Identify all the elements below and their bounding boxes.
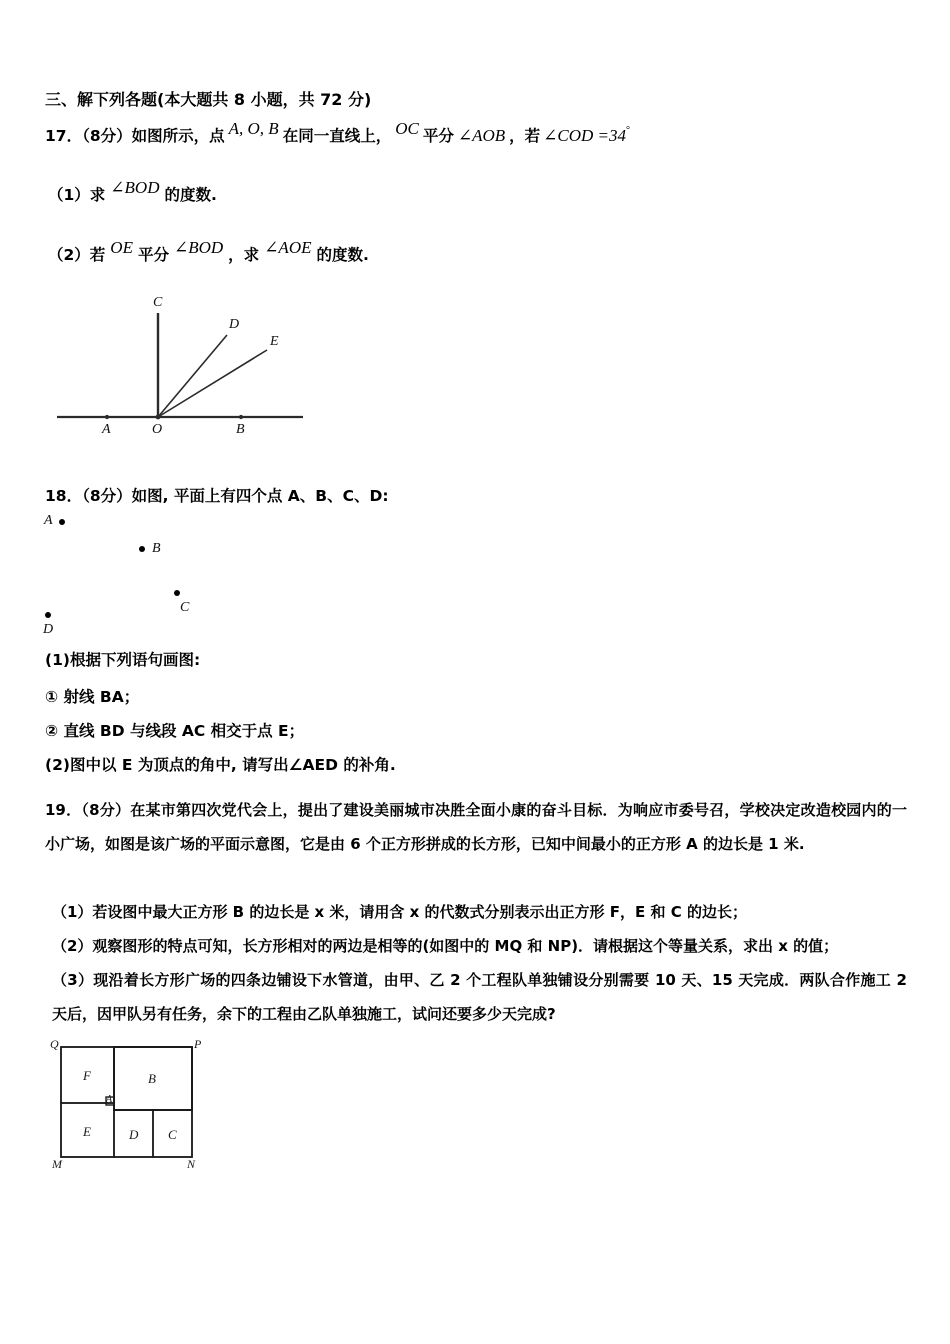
q18-points-figure (40, 505, 280, 635)
q17-sub1-prefix: （1）求 (48, 186, 106, 204)
square-label-e: E (83, 1124, 91, 1139)
q17-sub1-suffix: 的度数. (164, 186, 217, 204)
q17-math-angle-cod: ∠COD =34 (543, 126, 627, 145)
q19-body-text: 在某市第四次党代会上，提出了建设美丽城市决胜全面小康的奋斗目标．为响应市委号召，学校决定改造校园内的一小广场，如图是该广场的平面示意图，它是由 6 个正方形拼成的长方形，已知中间最小的正方形 A 的边长是 1 米. (45, 801, 908, 853)
corner-label-m: M (52, 1157, 62, 1171)
point-a-dot (105, 415, 109, 419)
q18-score: （8分） (82, 487, 132, 505)
q17-sub2-math-bod: ∠BOD (173, 238, 224, 257)
point-b-dot (239, 415, 243, 419)
point-dot-d (45, 612, 51, 618)
q19-sub-3: （3）现沿着长方形广场的四条边铺设下水管道，由甲、乙 2 个工程队单独铺设分别需要 10 天、15 天完成．两队合作施工 2 天后，因甲队另有任务，余下的工程由乙队单独施工，试问还要多少天完成? (52, 971, 907, 1023)
corner-label-n: N (187, 1157, 196, 1171)
point-dot-b (139, 546, 145, 552)
section-heading: 三、解下列各题(本大题共 8 小题，共 72 分) (45, 90, 372, 109)
q17-math-aob: A, O, B (228, 119, 279, 138)
square-label-a: A (106, 1094, 113, 1105)
ray-od (158, 335, 227, 417)
label-c: C (153, 295, 163, 310)
q17-angle-figure (45, 295, 345, 450)
q17-figure-svg (45, 295, 345, 450)
q18-item-2: ② 直线 BD 与线段 AC 相交于点 E； (45, 722, 305, 740)
q17-number: 17． (45, 127, 83, 145)
q17-sub2-mid-2: ，求 (228, 246, 260, 264)
question-19-body (45, 793, 907, 861)
q17-math-angle-aob: ∠AOB (457, 126, 506, 145)
corner-label-p: P (194, 1037, 202, 1051)
q17-stem-part-3: 平分 (422, 127, 454, 145)
q19-figure-svg (40, 1035, 255, 1175)
corner-label-q: Q (50, 1037, 59, 1051)
square-label-d: D (129, 1127, 139, 1142)
square-label-b: B (148, 1071, 156, 1086)
q17-sub2-suffix: 的度数. (316, 246, 369, 264)
label-d: D (229, 317, 240, 332)
q17-sub2-prefix: （2）若 (48, 246, 106, 264)
q17-sub1-math: ∠BOD (110, 178, 160, 197)
point-o-dot (156, 415, 161, 420)
label-b: B (236, 422, 245, 437)
q17-math-oc: OC (395, 119, 419, 138)
q18-number: 18． (45, 487, 83, 505)
q17-stem-part-4: ，若 (509, 127, 541, 145)
degree-symbol: ° (626, 125, 631, 136)
q18-sub-1: (1)根据下列语句画图: (45, 651, 201, 669)
square-label-f: F (83, 1068, 91, 1083)
q17-sub2-mid-1: 平分 (137, 246, 169, 264)
q17-sub2-math-aoe: ∠AOE (264, 238, 312, 257)
label-o: O (152, 422, 163, 437)
q19-sub-1: （1）若设图中最大正方形 B 的边长是 x 米，请用含 x 的代数式分别表示出正方形 F，E 和 C 的边长； (52, 903, 747, 921)
point-dot-a (59, 519, 65, 525)
q18-item-1: ① 射线 BA； (45, 688, 140, 706)
q18-stem-text: 如图, 平面上有四个点 A、B、C、D: (131, 487, 389, 505)
q17-stem-part-1: 如图所示，点 (131, 127, 225, 145)
question-18-stem (45, 488, 389, 506)
q19-sub-2: （2）观察图形的特点可知，长方形相对的两边是相等的(如图中的 MQ 和 NP)．请根据这个等量关系，求出 x 的值； (52, 937, 839, 955)
question-17-sub-1 (48, 178, 217, 205)
q17-sub2-math-oe: OE (110, 238, 133, 257)
point-label-c: C (180, 600, 190, 615)
q17-score: （8分） (82, 127, 132, 145)
point-label-d: D (43, 622, 54, 637)
q19-square-packing-figure (40, 1035, 255, 1175)
point-dot-c (174, 590, 180, 596)
question-17-sub-2 (48, 238, 369, 265)
question-17-stem (45, 119, 631, 146)
label-e: E (270, 334, 279, 349)
ray-oe (158, 350, 267, 417)
label-a: A (102, 422, 111, 437)
q18-sub-2: (2)图中以 E 为顶点的角中, 请写出∠AED 的补角. (45, 756, 396, 774)
q17-stem-part-2: 在同一直线上， (282, 127, 392, 145)
point-label-a: A (44, 513, 53, 528)
point-label-b: B (152, 541, 161, 556)
square-label-c: C (168, 1127, 177, 1142)
q19-score: （8分） (81, 801, 131, 819)
q19-number: 19． (45, 801, 82, 819)
